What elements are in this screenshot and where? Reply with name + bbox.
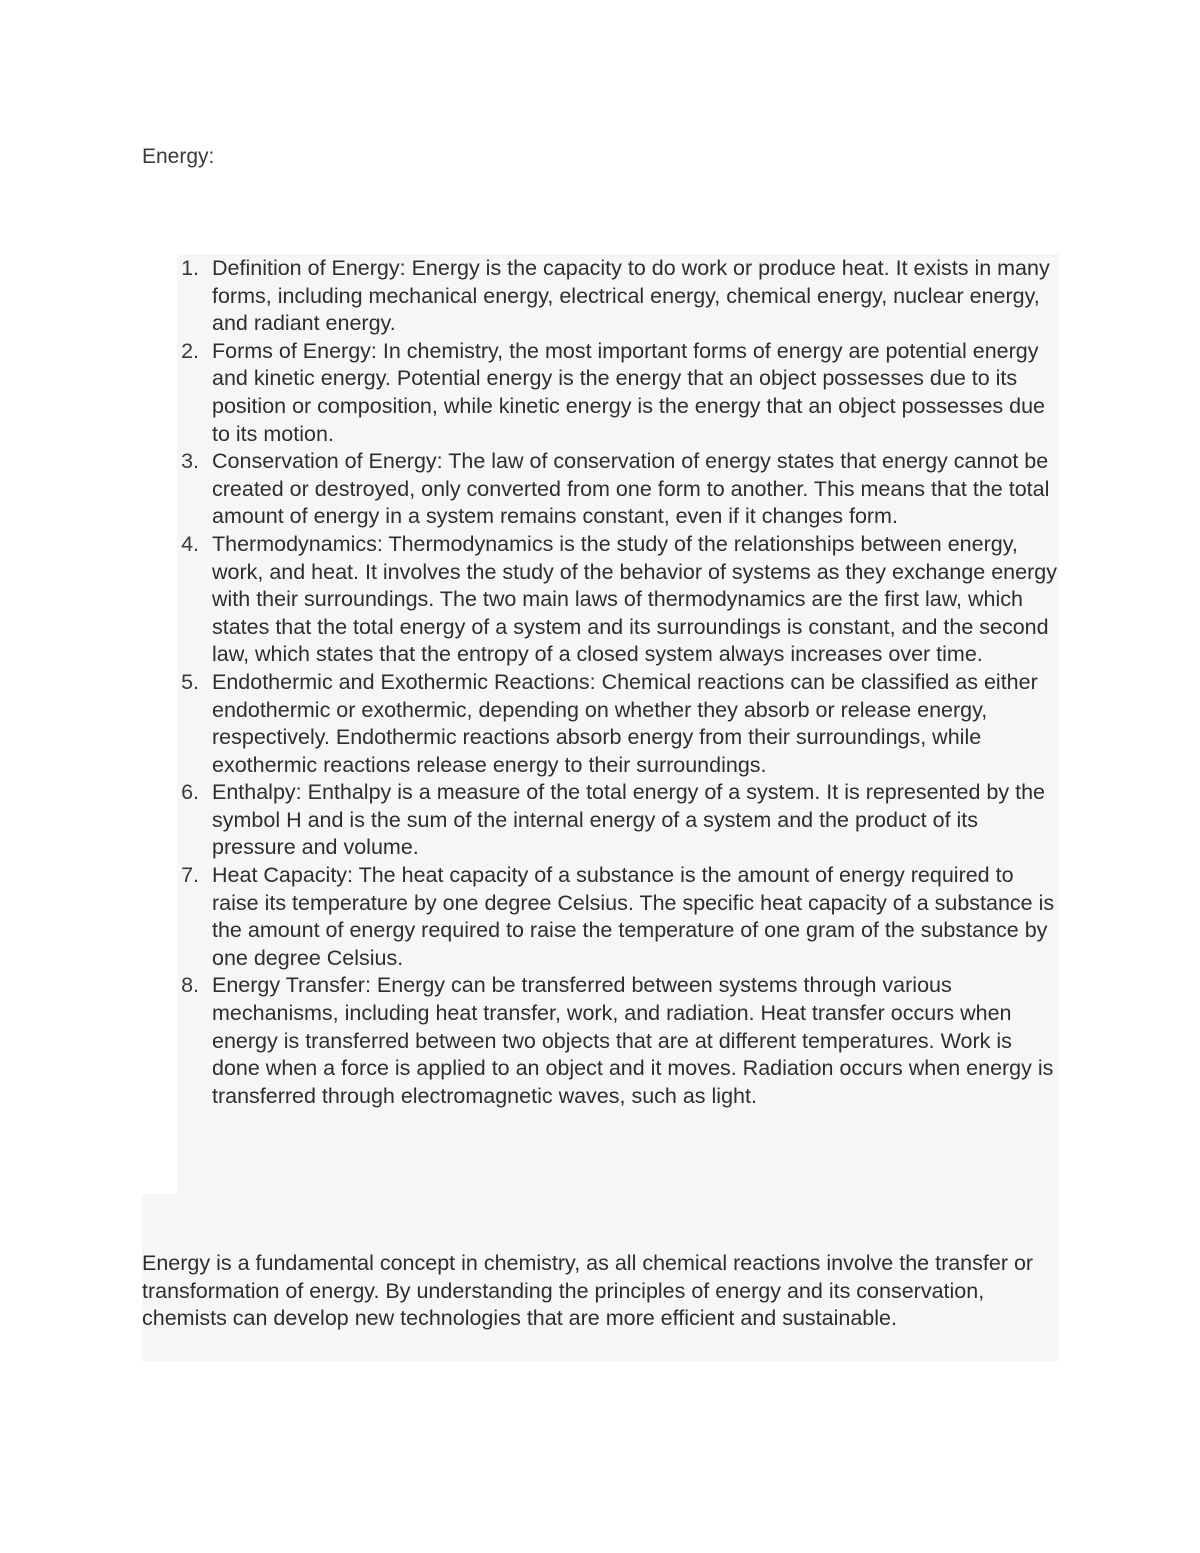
- list-item-conservation: [177, 448, 1059, 531]
- list-item-text: Thermodynamics: Thermodynamics is the study of the relationships between energy, work, and heat. It involves the study of the behavior of systems as they exchange energy with their surroundings. The two main laws of thermodynamics are the first law, which states that the total energy of a system and its surroundings is constant, and the second law, which states that the entropy of a closed system always increases over time.: [212, 531, 1057, 667]
- list-item-forms: [177, 338, 1059, 448]
- list-tail-background: [142, 1194, 1059, 1244]
- summary-paragraph: Energy is a fundamental concept in chemistry, as all chemical reactions involve the transfer or transformation of energy. By understanding the principles of energy and its conservation, chemists can develop new technologies that are more efficient and sustainable.: [142, 1251, 1034, 1331]
- list-item-energy-transfer: [177, 972, 1059, 1110]
- list-item-thermodynamics: [177, 531, 1059, 669]
- list-item-number: 2.: [181, 338, 199, 363]
- list-item-number: 7.: [181, 863, 199, 888]
- list-item-text: Heat Capacity: The heat capacity of a substance is the amount of energy required to raise its temperature by one degree Celsius. The specific heat capacity of a substance is the amount of energy required to raise the temperature of one gram of the substance by one degree Celsius.: [212, 863, 1055, 970]
- list-item-text: Energy Transfer: Energy can be transferred between systems through various mechanisms, including heat transfer, work, and radiation. Heat transfer occurs when energy is transferred between two objects that are at different temperatures. Work is done when a force is applied to an object and it moves. Radiation occurs when energy is transferred through electromagnetic waves, such as light.: [212, 973, 1054, 1108]
- list-item-text: Definition of Energy: Energy is the capacity to do work or produce heat. It exists in many forms, including mechanical energy, electrical energy, chemical energy, nuclear energy, and radiant energy.: [212, 256, 1050, 336]
- list-item-definition: [177, 255, 1059, 338]
- list-item-number: 5.: [181, 669, 199, 694]
- list-item-heat-capacity: [177, 862, 1059, 972]
- energy-topics-list: [177, 255, 1059, 1110]
- list-item-number: 6.: [181, 780, 199, 805]
- list-item-text: Forms of Energy: In chemistry, the most important forms of energy are potential energy and kinetic energy. Potential energy is the energy that an object possesses due to its position or composition, while kinetic energy is the energy that an object possesses due to its motion.: [212, 338, 1045, 446]
- list-item-enthalpy: [177, 779, 1059, 862]
- list-item-text: Endothermic and Exothermic Reactions: Chemical reactions can be classified as either endothermic or exothermic, depending on whether they absorb or release energy, respectively. Endothermic reactions absorb energy from their surroundings, while exothermic reactions release energy to their surroundings.: [212, 669, 1038, 777]
- list-item-number: 8.: [181, 973, 199, 998]
- list-item-number: 4.: [181, 531, 199, 556]
- list-item-endo-exothermic: [177, 669, 1059, 779]
- page-title: Energy:: [142, 145, 215, 168]
- list-item-text: Enthalpy: Enthalpy is a measure of the total energy of a system. It is represented by the symbol H and is the sum of the internal energy of a system and the product of its pressure and volume.: [212, 780, 1045, 860]
- list-item-number: 1.: [181, 256, 199, 280]
- list-item-number: 3.: [181, 449, 199, 474]
- list-item-text: Conservation of Energy: The law of conservation of energy states that energy cannot be created or destroyed, only converted from one form to another. This means that the total amount of energy in a system remains constant, even if it changes form.: [212, 449, 1050, 529]
